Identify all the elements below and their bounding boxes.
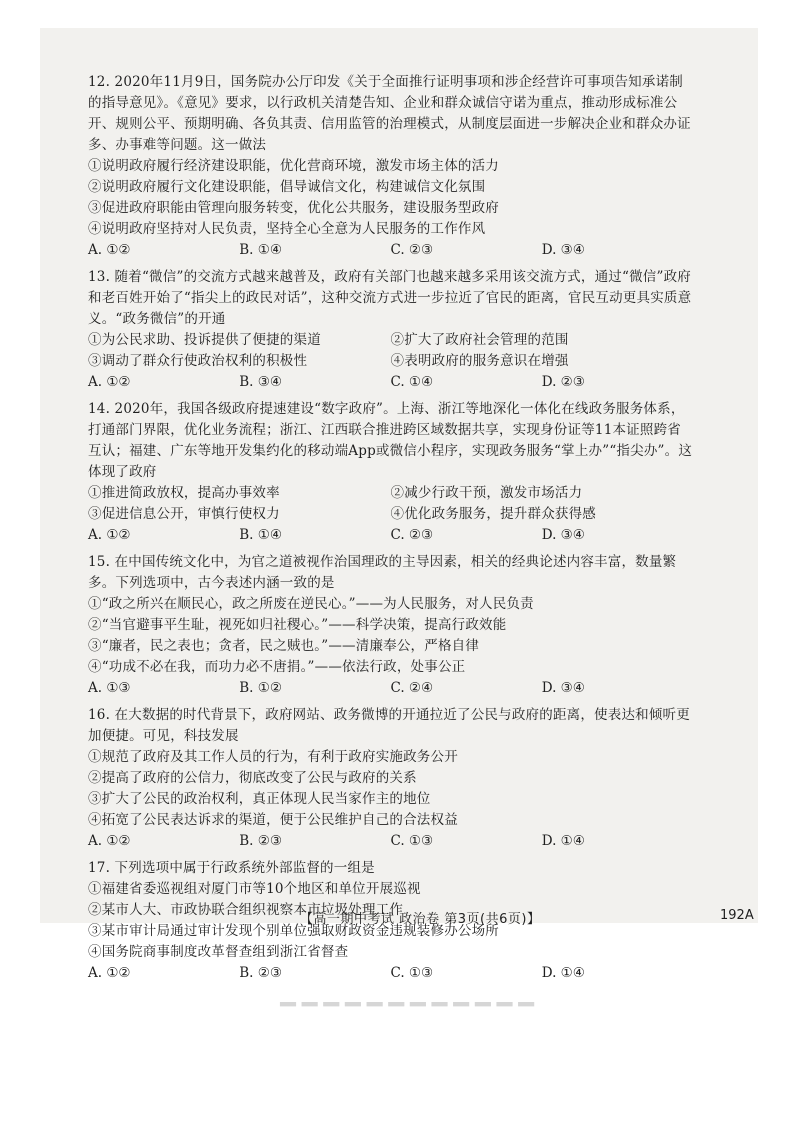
answer-a: A. ①② [88,833,131,849]
option-3: ③扩大了公民的政治权利，真正体现人民当家作主的地位 [88,791,431,807]
option-row [88,504,693,525]
option-3: ③某市审计局通过审计发现个别单位强取财政资金违规装修办公场所 [88,923,499,939]
question-stem: 14. 2020年，我国各级政府提速建设“数字政府”。上海、浙江等地深化一体化在线政务服务体系，打通部门界限，优化业务流程；浙江、江西联合推进跨区域数据共享，实现身份证等11本证照跨省互认；福建、广东等地开发集约化的移动端App或微信小程序，实现政务服务“掌上办”“指尖办”。这体现了政府 [88,401,693,480]
question-stem: 15. 在中国传统文化中，为官之道被视作治国理政的主导因素，相关的经典论述内容丰富，数量繁多。下列选项中，古今表述内涵一致的是 [88,554,677,591]
answer-b: B. ③④ [239,374,282,390]
answer-d: D. ②③ [541,374,585,390]
answer-d: D. ③④ [541,527,585,543]
answer-c: C. ①③ [390,965,434,981]
option-row [88,351,693,372]
answer-c: C. ②③ [390,242,434,258]
answer-d: D. ①④ [541,833,585,849]
answer-c: C. ①③ [390,833,434,849]
option-row [88,330,693,351]
answer-b: B. ②③ [239,965,282,981]
option-4: ④说明政府坚持对人民负责，坚持全心全意为人民服务的工作作风 [88,221,486,237]
answer-choices [88,963,693,984]
question-stem: 12. 2020年11月9日，国务院办公厅印发《关于全面推行证明事项和涉企经营许可事项告知承诺制的指导意见》。《意见》要求，以行政机关清楚告知、企业和群众诚信守诺为重点，推动形成标准公开、规则公平、预期明确、各负其责、信用监管的治理模式，从制度层面进一步解决企业和群众办证多、办事难等问题。这一做法 [88,74,691,153]
option-3: ③调动了群众行使政治权利的积极性 [88,353,308,369]
answer-choices [88,678,693,699]
option-2: ②扩大了政府社会管理的范围 [390,332,569,348]
bleed-through-text: ━━━━━━━━━━━━ [280,990,540,1020]
question-stem: 17. 下列选项中属于行政系统外部监督的一组是 [88,860,375,876]
answer-a: A. ①② [88,965,131,981]
answer-a: A. ①③ [88,680,131,696]
answer-d: D. ③④ [541,242,585,258]
question-list [88,72,693,990]
question-stem: 13. 随着“微信”的交流方式越来越普及，政府有关部门也越来越多采用该交流方式，通过“微信”政府和老百姓开始了“指尖上的政民对话”，这种交流方式进一步拉近了官民的距离，官民互动更具实质意义。“政务微信”的开通 [88,269,692,327]
option-2: ②说明政府履行文化建设职能，倡导诚信文化，构建诚信文化氛围 [88,179,486,195]
page-footer: 【高一期中考试 政治卷 第3页(共6页)】 [300,912,541,927]
option-row [88,483,693,504]
option-2: ②提高了政府的公信力，彻底改变了公民与政府的关系 [88,770,417,786]
answer-choices [88,525,693,546]
option-1: ①福建省委巡视组对厦门市等10个地区和单位开展巡视 [88,881,421,897]
answer-b: B. ②③ [239,833,282,849]
question-stem: 16. 在大数据的时代背景下，政府网站、政务微博的开通拉近了公民与政府的距离，使表达和倾听更加便捷。可见，科技发展 [88,707,690,744]
option-1: ①“政之所兴在顺民心，政之所废在逆民心。”——为人民服务，对人民负责 [88,596,534,612]
paper-code: 192A [720,908,754,923]
answer-choices [88,831,693,852]
option-3: ③促进信息公开，审慎行使权力 [88,506,280,522]
option-1: ①为公民求助、投诉提供了便捷的渠道 [88,332,321,348]
option-3: ③“廉者，民之表也；贪者，民之贼也。”——清廉奉公，严格自律 [88,638,480,654]
option-1: ①推进简政放权，提高办事效率 [88,485,280,501]
question-12 [88,72,693,261]
answer-d: D. ①④ [541,965,585,981]
option-4: ④表明政府的服务意识在增强 [390,353,569,369]
answer-c: C. ②③ [390,527,434,543]
option-4: ④优化政务服务，提升群众获得感 [390,506,596,522]
option-4: ④拓宽了公民表达诉求的渠道，便于公民维护自己的合法权益 [88,812,458,828]
option-2: ②“当官避事平生耻，视死如归社稷心。”——科学决策，提高行政效能 [88,617,507,633]
option-3: ③促进政府职能由管理向服务转变，优化公共服务，建设服务型政府 [88,200,499,216]
answer-choices [88,240,693,261]
answer-a: A. ①② [88,242,131,258]
answer-b: B. ①② [239,680,282,696]
answer-a: A. ①② [88,374,131,390]
answer-a: A. ①② [88,527,131,543]
option-2: ②某市人大、市政协联合组织视察本市垃圾处理工作 [88,902,404,918]
option-2: ②减少行政干预，激发市场活力 [390,485,583,501]
option-1: ①规范了政府及其工作人员的行为，有利于政府实施政务公开 [88,749,458,765]
answer-c: C. ①④ [390,374,434,390]
answer-choices [88,372,693,393]
option-4: ④国务院商事制度改革督查组到浙江省督查 [88,944,349,960]
question-13 [88,267,693,393]
answer-c: C. ②④ [390,680,434,696]
option-1: ①说明政府履行经济建设职能，优化营商环境，激发市场主体的活力 [88,158,499,174]
answer-b: B. ①④ [239,242,282,258]
option-4: ④“功成不必在我，而功力必不唐捐。”——依法行政，处事公正 [88,659,466,675]
answer-d: D. ③④ [541,680,585,696]
answer-b: B. ①④ [239,527,282,543]
question-15 [88,552,693,699]
question-16 [88,705,693,852]
question-14 [88,399,693,546]
exam-page [40,28,758,981]
